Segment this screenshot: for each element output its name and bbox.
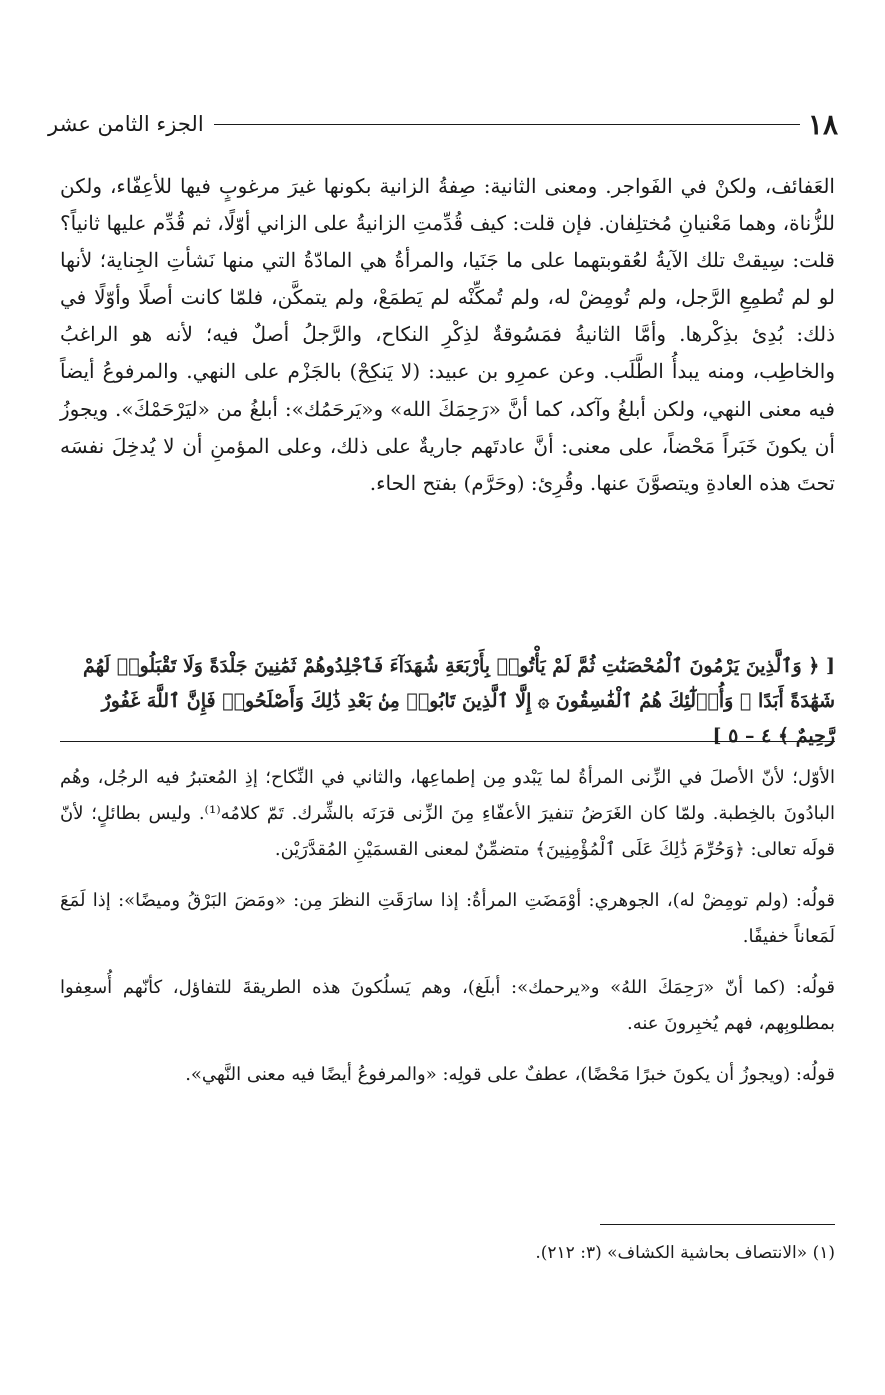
commentary-paragraph-4: قولُه: (ويجوزُ أن يكونَ خبرًا مَحْضًا)، عطفٌ على قولِه: «والمرفوعُ أيضًا فيه معنى النَّهي». (185, 1064, 835, 1085)
section-divider (60, 741, 835, 742)
page-header (48, 104, 838, 144)
header-rule (214, 124, 800, 125)
commentary-paragraph-3: قولُه: (كما أنّ «رَحِمَكَ اللهُ» و«يرحمك»: أبلَغ)، وهم يَسلُكونَ هذه الطريقةَ للتفاؤل، كأنّهم أُسعِفوا بمطلوبِهم، فهم يُخبِرونَ عنه. (60, 977, 835, 1034)
footnote: (١) «الانتصاف بحاشية الكشاف» (٣: ٢١٢). (535, 1243, 835, 1263)
commentary-section (60, 760, 835, 1108)
commentary-paragraph-2: قولُه: (ولم تومِضْ له)، الجوهري: أوْمَضَتِ المرأةُ: إذا سارَقَتِ النظرَ مِن: «ومَضَ البَرْقُ وميضًا»: إذا لَمَعَ لَمَعاناً خفيفًا. (60, 890, 835, 947)
page-number: ١٨ (807, 107, 838, 141)
main-paragraph: العَفائف، ولكنْ في الفَواجر. ومعنى الثانية: صِفةُ الزانية بكونها غيرَ مرغوبٍ فيها للأعِفّاء، ولكن للزُّناة، وهما مَعْنيانِ مُختلِفان. فإن قلت: كيف قُدِّمتِ الزانيةُ على الزاني أوّلًا، ثم قُدِّم عليها ثانياً؟ قلت: سِيقتْ تلك الآيةُ لعُقوبتهما على ما جَنَيا، والمرأةُ هي المادّةُ التي منها نَشأتِ الجِناية؛ لأنها لو لم تُطمِعِ الرَّجل، ولم تُومِضْ له، ولم تُمكِّنْه لم يَطمَعْ، ولم يتمكَّن، فلمّا كانت أصلًا وأوّلًا في ذلك: بُدِئ بذِكْرها. وأمَّا الثانيةُ فمَسُوقةٌ لذِكْرِ النكاح، والرَّجلُ أصلٌ فيه؛ لأنه هو الراغبُ والخاطِب، ومنه يبدأُ الطَّلَب. وعن عمرِو بن عبيد: (لا يَنكِحْ) بالجَزْم على النهي. والمرفوعُ أيضاً فيه معنى النهي، ولكن أبلغُ وآكد، كما أنَّ «رَحِمَكَ الله» و«يَرحَمُك»: أبلغُ من «ليَرْحَمْكَ». ويجوزُ أن يكونَ خَبَراً مَحْضاً، على معنى: أنَّ عادتَهم جاريةٌ على ذلك، وعلى المؤمنِ أن لا يُدخِلَ نفسَه تحتَ هذه العادةِ ويتصوَّنَ عنها. وقُرِئ: (وحَرَّم) بفتح الحاء. (60, 174, 836, 495)
commentary-paragraph-1: الأوّل؛ لأنّ الأصلَ في الزِّنى المرأةُ لما يَبْدو مِن إطماعِها، والثاني في النِّكاح؛ إذِ المُعتبرُ فيه الرجُل، وهُم البادُونَ بالخِطبة. ولمّا كان الغَرَضُ تنفيرَ الأعفّاءِ مِنَ الزِّنى قرَنَه بالشِّرك. تَمّ كلامُه⁽¹⁾. وليس بطائلٍ؛ لأنّ قولَه تعالى: ﴿وَحُرِّمَ ذَٰلِكَ عَلَى ٱلْمُؤْمِنِينَ﴾ متضمِّنٌ لمعنى القسمَيْنِ المُقدَّرَيْن. (60, 767, 835, 860)
main-text (60, 168, 835, 502)
part-title: الجزء الثامن عشر (48, 112, 204, 136)
quran-verse: [ ﴿ وَٱلَّذِينَ يَرْمُونَ ٱلْمُحْصَنَٰتِ ثُمَّ لَمْ يَأْتُوا۟ بِأَرْبَعَةِ شُهَدَآءَ فَٱجْلِدُوهُمْ ثَمَٰنِينَ جَلْدَةً وَلَا تَقْبَلُوا۟ لَهُمْ شَهَٰدَةً أَبَدًا ۚ وَأُو۟لَٰٓئِكَ هُمُ ٱلْفَٰسِقُونَ ۞ إِلَّا ٱلَّذِينَ تَابُوا۟ مِنۢ بَعْدِ ذَٰلِكَ وَأَصْلَحُوا۟ فَإِنَّ ٱللَّهَ غَفُورٌ رَّحِيمٌ ﴾ ٤ – ٥ ] (82, 655, 835, 747)
footnote-rule (600, 1224, 835, 1225)
